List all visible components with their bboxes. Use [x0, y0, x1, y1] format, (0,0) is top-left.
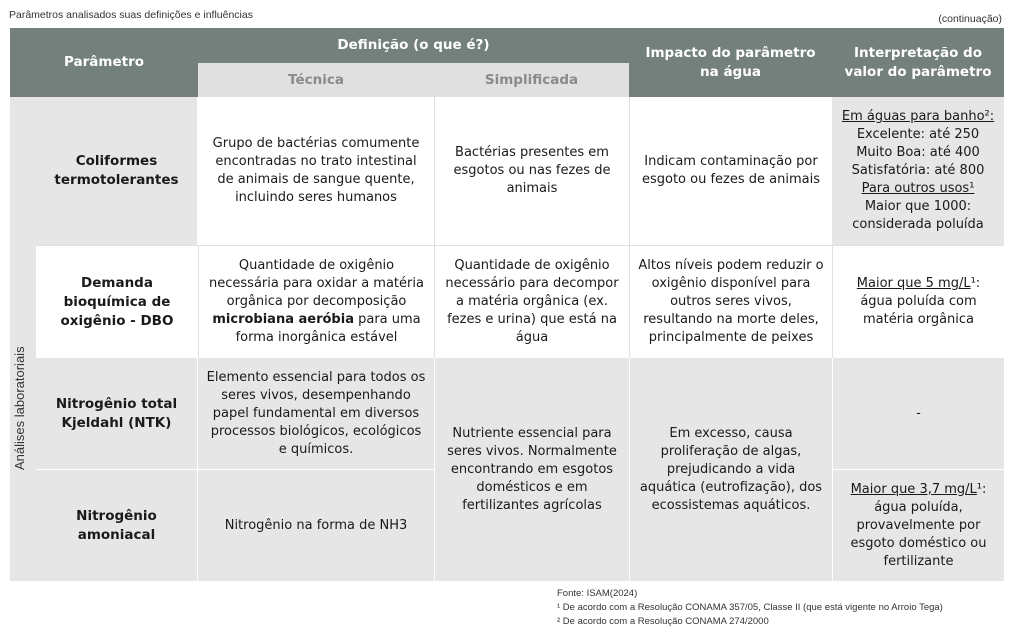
row3-interpretacao: -: [832, 358, 1004, 469]
row4-parametro: Nitrogênio amoniacal: [36, 469, 198, 581]
interp-outros-usos-heading: Para outros usos¹: [861, 181, 975, 196]
row1-tecnica: Grupo de bactérias comumente encontradas no trato intestinal de animais de sangue quente, incluindo seres humanos: [198, 97, 434, 245]
header-parametro: Parâmetro: [10, 28, 198, 97]
page-title: Parâmetros analisados suas definições e influências: [9, 9, 253, 21]
interp-excelente: Excelente: até 250: [856, 127, 980, 142]
header-simplificada: Simplificada: [434, 63, 629, 97]
row2-impacto: Altos níveis podem reduzir o oxigênio disponível para outros seres vivos, resultando na morte deles, principalmente de peixes: [629, 245, 832, 358]
side-column: [10, 97, 36, 581]
interp-satisfatoria: Satisfatória: até 800: [851, 163, 985, 178]
row4-tecnica: Nitrogênio na forma de NH3: [198, 469, 434, 581]
nitrogen-impacto: Em excesso, causa proliferação de algas, prejudicando a vida aquática (eutrofização), dos ecossistemas aquáticos.: [629, 358, 832, 581]
interp-muito-boa: Muito Boa: até 400: [856, 145, 980, 160]
continuation-label: (continuação): [938, 13, 1002, 25]
row2-parametro: Demanda bioquímica de oxigênio - DBO: [36, 245, 198, 358]
row2-tecnica: Quantidade de oxigênio necessária para oxidar a matéria orgânica por decomposição microbiana aeróbia para uma forma inorgânica estável: [198, 245, 434, 358]
row2-interpretacao: Maior que 5 mg/L¹: água poluída com matéria orgânica: [832, 245, 1004, 358]
interp-poluida: considerada poluída: [852, 217, 984, 232]
row4-interpretacao: Maior que 3,7 mg/L¹: água poluída, provavelmente por esgoto doméstico ou fertilizante: [832, 469, 1004, 581]
interp-banho-heading: Em águas para banho²:: [841, 109, 995, 124]
footnote-fonte: Fonte: ISAM(2024): [557, 588, 638, 599]
row2-simplificada: Quantidade de oxigênio necessário para decompor a matéria orgânica (ex. fezes e urina) que está na água: [434, 245, 629, 358]
header-interpretacao: Interpretação do valor do parâmetro: [832, 28, 1004, 97]
row1-parametro: Coliformes termotolerantes: [36, 97, 198, 245]
interp-maior-1000: Maior que 1000:: [864, 199, 972, 214]
row3-parametro: Nitrogênio total Kjeldahl (NTK): [36, 358, 198, 469]
footnote-2: ² De acordo com a Resolução CONAMA 274/2000: [557, 616, 769, 627]
nitrogen-simplificada: Nutriente essencial para seres vivos. Normalmente encontrando em esgotos domésticos e em fertilizantes agrícolas: [434, 358, 629, 581]
header-impacto: Impacto do parâmetro na água: [629, 28, 832, 97]
header-tecnica: Técnica: [198, 63, 434, 97]
row1-interpretacao: [832, 97, 1004, 245]
row3-tecnica: Elemento essencial para todos os seres vivos, desempenhando papel fundamental em diversos processos biológicos, ecológicos e químicos.: [198, 358, 434, 469]
side-label: Análises laboratoriais: [12, 346, 27, 470]
row1-impacto: Indicam contaminação por esgoto ou fezes de animais: [629, 97, 832, 245]
row1-simplificada: Bactérias presentes em esgotos ou nas fezes de animais: [434, 97, 629, 245]
header-definicao: Definição (o que é?): [198, 28, 629, 63]
footnote-1: ¹ De acordo com a Resolução CONAMA 357/05, Classe II (que está vigente no Arroio Tega): [557, 602, 943, 613]
